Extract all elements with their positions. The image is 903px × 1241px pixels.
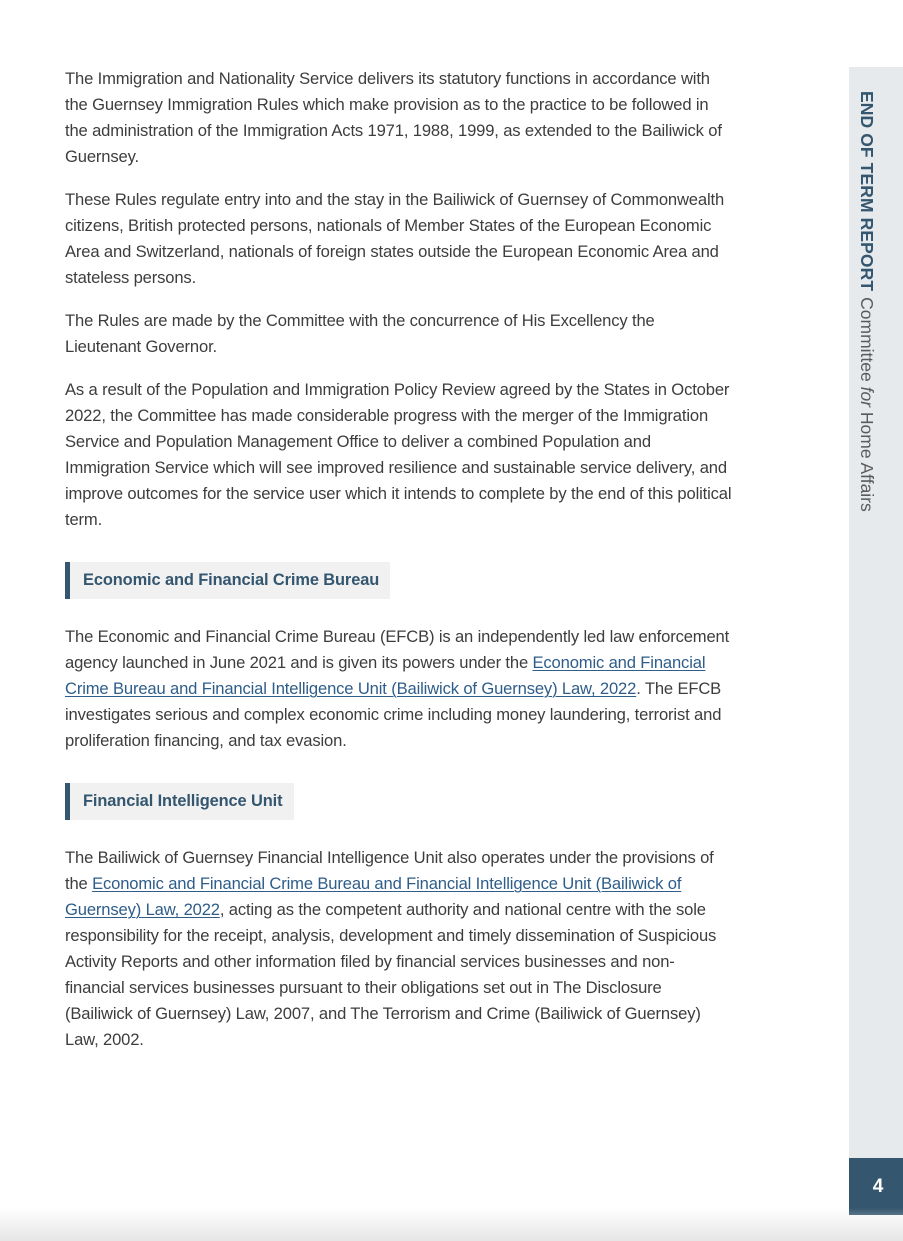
page-bottom-shadow	[0, 1208, 903, 1241]
page-number: 4	[849, 1158, 903, 1215]
law-link-fiu[interactable]: Economic and Financial Crime Bureau and Financial Intelligence Unit (Bailiwick of Guernsey) Law, 2022	[65, 874, 682, 919]
section-paragraph-efcb	[65, 624, 733, 754]
paragraph-text: . The EFCB investigates serious and complex economic crime including money laundering, terrorist and proliferation financing, and tax evasion.	[65, 679, 722, 750]
report-sidebar	[849, 67, 903, 1158]
intro-paragraph-3: The Rules are made by the Committee with the concurrence of His Excellency the Lieutenant Governor.	[65, 311, 655, 356]
committee-name-part: Committee	[857, 297, 877, 387]
section-heading-efcb: Economic and Financial Crime Bureau	[65, 562, 390, 599]
paragraph-text: The Economic and Financial Crime Bureau (EFCB) is an independently led law enforcement agency launched in June 2021 and is given its powers under the	[65, 627, 730, 672]
section-efcb	[65, 550, 733, 754]
intro-paragraph-4: As a result of the Population and Immigration Policy Review agreed by the States in October 2022, the Committee has made considerable progress with the merger of the Immigration Service and Population Management Office to deliver a combined Population and Immigration Service which will see improved resilience and sustainable service delivery, and improve outcomes for the service user which it intends to complete by the end of this political term.	[65, 380, 732, 529]
committee-name	[857, 297, 877, 512]
intro-paragraph-1: The Immigration and Nationality Service delivers its statutory functions in accordance with the Guernsey Immigration Rules which make provision as to the practice to be followed in the administration of the Immigration Acts 1971, 1988, 1999, as extended to the Bailiwick of Guernsey.	[65, 69, 722, 166]
page-content	[65, 66, 733, 1070]
section-fiu	[65, 771, 733, 1053]
report-title: END OF TERM REPORT	[857, 91, 877, 292]
sidebar-running-title	[856, 91, 878, 512]
committee-name-part: Home Affairs	[857, 407, 877, 512]
intro-paragraph-2: These Rules regulate entry into and the stay in the Bailiwick of Guernsey of Commonwealth citizens, British protected persons, nationals of Member States of the European Economic Area and Switzerland, nationals of foreign states outside the European Economic Area and stateless persons.	[65, 190, 725, 287]
paragraph-text: The Bailiwick of Guernsey Financial Intelligence Unit also operates under the provisions of the	[65, 848, 714, 893]
section-heading-fiu: Financial Intelligence Unit	[65, 783, 294, 820]
law-link-efcb[interactable]: Economic and Financial Crime Bureau and Financial Intelligence Unit (Bailiwick of Guernsey) Law, 2022	[65, 653, 706, 698]
paragraph-text: , acting as the competent authority and national centre with the sole responsibility for the receipt, analysis, development and timely dissemination of Suspicious Activity Reports and other information filed by financial services businesses and non-financial services businesses pursuant to their obligations set out in The Disclosure (Bailiwick of Guernsey) Law, 2007, and The Terrorism and Crime (Bailiwick of Guernsey) Law, 2002.	[65, 900, 717, 1049]
section-paragraph-fiu	[65, 845, 733, 1053]
committee-name-italic: for	[857, 386, 877, 408]
